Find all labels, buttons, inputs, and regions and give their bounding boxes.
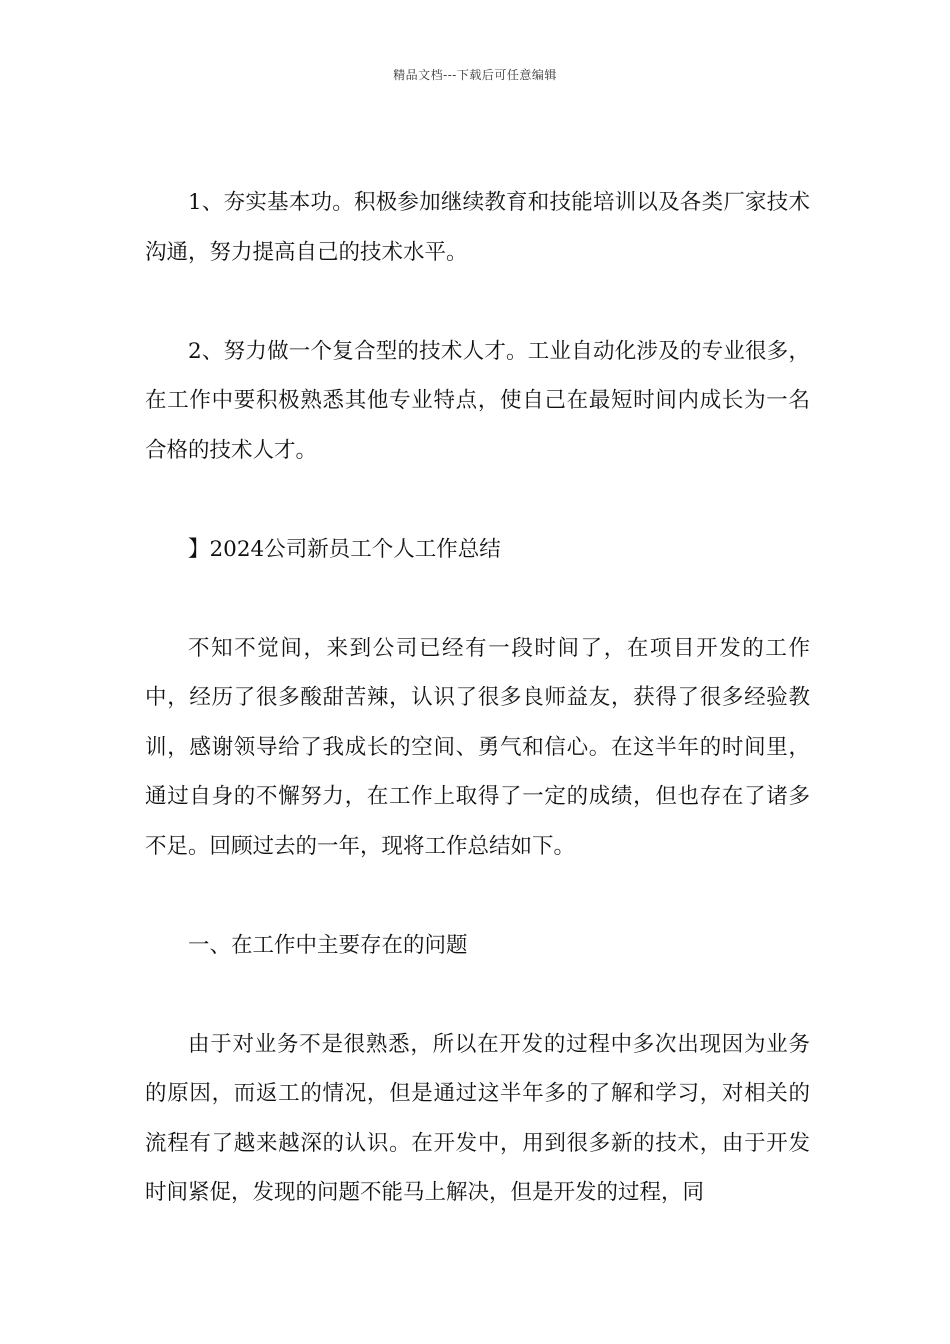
- section-heading-1: 一、在工作中主要存在的问题: [188, 932, 468, 958]
- section-title: 】2024公司新员工个人工作总结: [188, 536, 501, 562]
- page-header: 精品文档---下载后可任意编辑: [393, 68, 557, 82]
- document-body: [145, 178, 810, 1218]
- paragraph-3: 不知不觉间，来到公司已经有一段时间了，在项目开发的工作中，经历了很多酸甜苦辣，认识了很多良师益友，获得了很多经验教训，感谢领导给了我成长的空间、勇气和信心。在这半年的时间里，通过自身的不懈努力，在工作上取得了一定的成绩，但也存在了诸多不足。回顾过去的一年，现将工作总结如下。: [145, 635, 810, 859]
- paragraph-1: 1、夯实基本功。积极参加继续教育和技能培训以及各类厂家技术沟通，努力提高自己的技术水平。: [145, 190, 810, 265]
- paragraph-4: 由于对业务不是很熟悉，所以在开发的过程中多次出现因为业务的原因，而返工的情况，但是通过这半年多的了解和学习，对相关的流程有了越来越深的认识。在开发中，用到很多新的技术，由于开发时间紧促，发现的问题不能马上解决，但是开发的过程，同: [145, 1031, 810, 1205]
- paragraph-2: 2、努力做一个复合型的技术人才。工业自动化涉及的专业很多，在工作中要积极熟悉其他专业特点，使自己在最短时间内成长为一名合格的技术人才。: [145, 338, 810, 463]
